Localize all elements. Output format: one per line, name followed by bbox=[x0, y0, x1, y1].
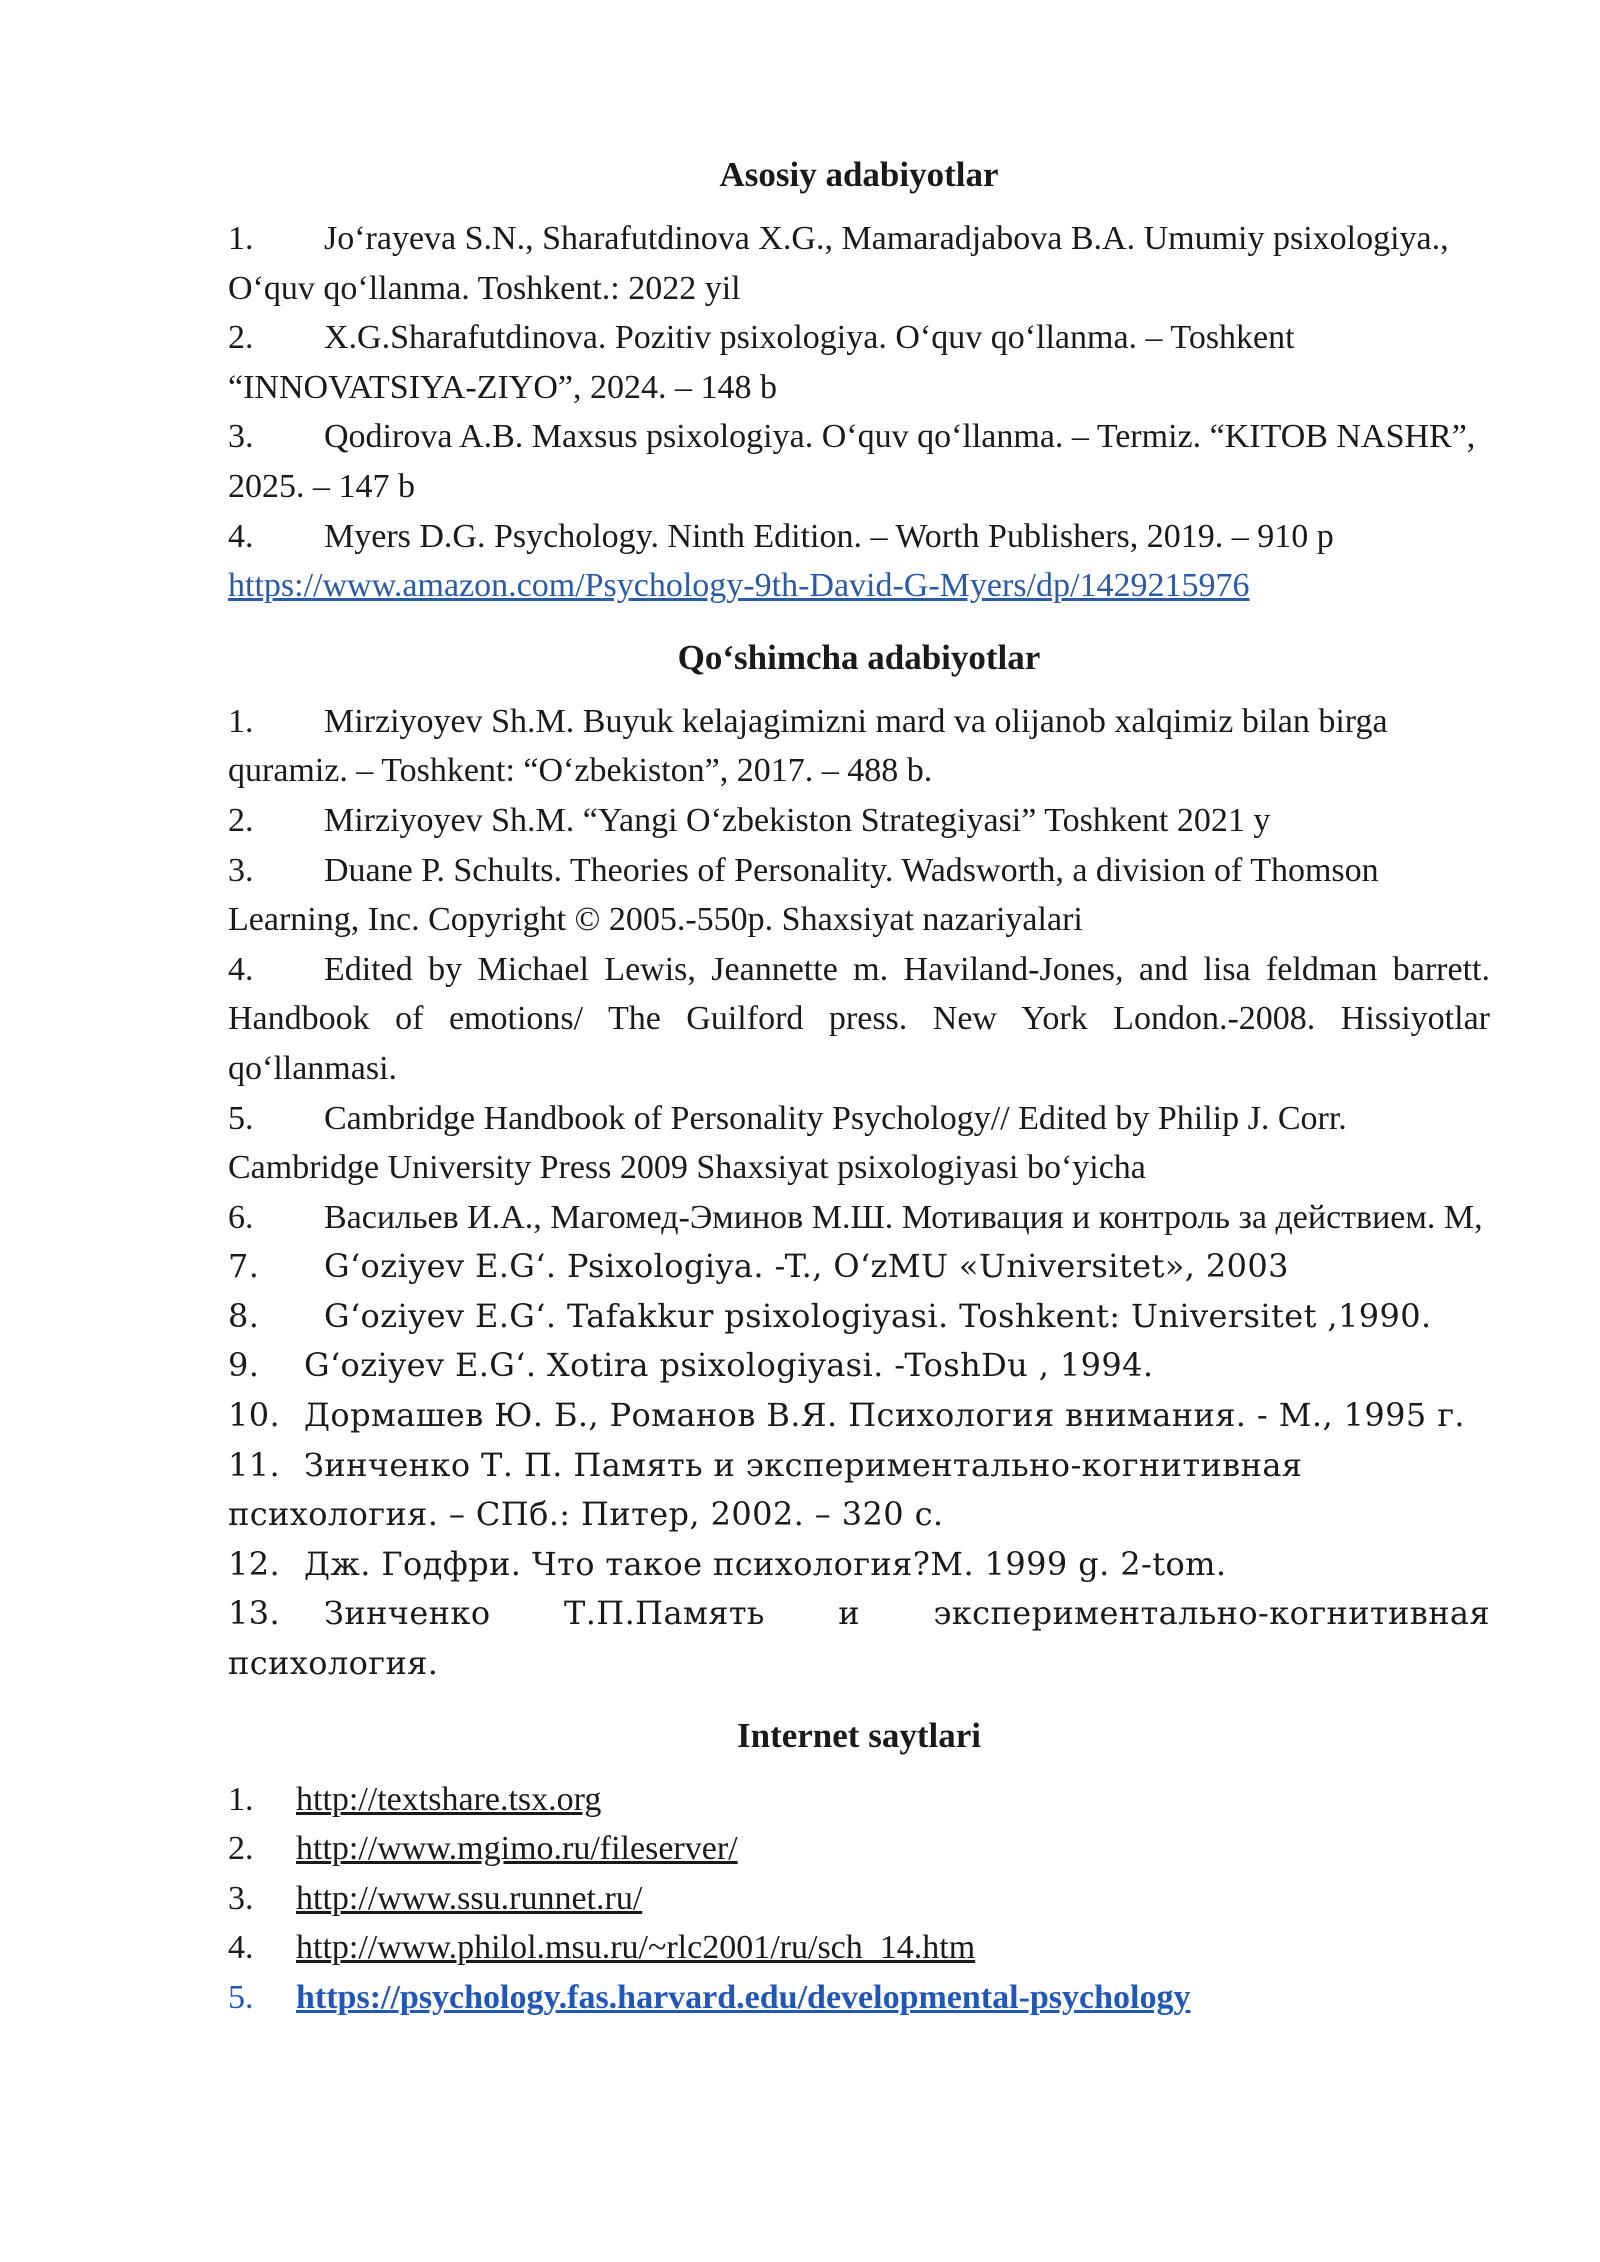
item-number: 4. bbox=[228, 950, 254, 988]
item-text: G‘oziyev E.G‘. Tafakkur psixologiyasi. Toshkent: Universitet ,1990. bbox=[324, 1296, 1432, 1335]
item-text: Qodirova A.B. Maxsus psixologiya. O‘quv qo‘llanma. – Termiz. “KITOB NASHR”, 2025. – 147 b bbox=[228, 418, 1476, 505]
item-number: 1. bbox=[228, 702, 254, 740]
item-number: 8. bbox=[228, 1296, 260, 1335]
item-text: Дж. Годфри. Что такое психология?М. 1999 g. 2-tom. bbox=[304, 1544, 1227, 1583]
site-link[interactable]: http://www.ssu.runnet.ru/ bbox=[296, 1879, 643, 1917]
item-text: Mirziyoyev Sh.M. Buyuk kelajagimizni mard va olijanob xalqimiz bilan birga quramiz. – Toshkent: “O‘zbekiston”, 2017. – 488 b. bbox=[228, 702, 1388, 790]
item-number: 11. bbox=[228, 1445, 281, 1484]
internet-site-item bbox=[228, 1874, 1490, 1924]
additional-literature-list bbox=[228, 697, 1490, 1689]
additional-literature-item bbox=[228, 1391, 1490, 1441]
site-link[interactable]: http://textshare.tsx.org bbox=[296, 1780, 602, 1818]
main-literature-item bbox=[228, 214, 1490, 313]
additional-literature-item bbox=[228, 1242, 1490, 1292]
item-number: 6. bbox=[228, 1198, 254, 1236]
main-literature-item bbox=[228, 412, 1490, 511]
item-text: Зинченко Т.П.Память и экспериментально-когнитивная психология. bbox=[228, 1594, 1490, 1683]
item-number: 10. bbox=[228, 1396, 281, 1435]
internet-site-item bbox=[228, 1973, 1490, 2023]
main-literature-item bbox=[228, 313, 1490, 412]
additional-literature-item bbox=[228, 846, 1490, 945]
additional-literature-item bbox=[228, 1292, 1490, 1342]
item-number: 13. bbox=[228, 1594, 281, 1633]
additional-literature-item bbox=[228, 945, 1490, 1094]
item-number: 2. bbox=[228, 801, 254, 839]
item-text: G‘oziyev E.G‘. Psixologiya. -T., O‘zMU «Universitet», 2003 bbox=[324, 1247, 1289, 1286]
document-page bbox=[228, 150, 1490, 2023]
amazon-link[interactable]: https://www.amazon.com/Psychology-9th-David-G-Myers/dp/1429215976 bbox=[228, 567, 1250, 605]
item-number: 12. bbox=[228, 1544, 281, 1583]
internet-site-item bbox=[228, 1923, 1490, 1973]
item-text: Cambridge Handbook of Personality Psychology// Edited by Philip J. Corr. Cambridge University Press 2009 Shaxsiyat psixologiyasi bo‘yicha bbox=[228, 1099, 1347, 1187]
item-number: 1. bbox=[228, 220, 254, 257]
item-number: 2. bbox=[228, 319, 254, 357]
item-text: G‘oziyev E.G‘. Xotira psixologiyasi. -ToshDu , 1994. bbox=[304, 1346, 1154, 1385]
item-number: 5. bbox=[228, 1979, 254, 2016]
item-number: 4. bbox=[228, 517, 254, 555]
item-text: Jo‘rayeva S.N., Sharafutdinova X.G., Mamaradjabova B.A. Umumiy psixologiya., O‘quv qo‘llanma. Toshkent.: 2022 yil bbox=[228, 220, 1449, 307]
item-number: 2. bbox=[228, 1830, 254, 1868]
item-number: 9. bbox=[228, 1346, 260, 1385]
internet-sites-heading: Internet saytlari bbox=[737, 1715, 981, 1755]
additional-literature-heading: Qo‘shimcha adabiyotlar bbox=[677, 637, 1041, 677]
item-number: 4. bbox=[228, 1929, 254, 1967]
additional-literature-item bbox=[228, 1589, 1490, 1688]
site-link[interactable]: http://www.mgimo.ru/fileserver/ bbox=[296, 1830, 738, 1868]
item-text: Edited by Michael Lewis, Jeannette m. Haviland-Jones, and lisa feldman barrett. Handbook of emotions/ The Guilford press. New York London.-2008. Hissiyotlar qo‘llanmasi. bbox=[228, 950, 1490, 1087]
internet-sites-list bbox=[228, 1775, 1490, 2023]
additional-literature-item bbox=[228, 1193, 1490, 1243]
item-number: 3. bbox=[228, 1879, 254, 1917]
item-text: X.G.Sharafutdinova. Pozitiv psixologiya. O‘quv qo‘llanma. – Toshkent “INNOVATSIYA-ZIYO”, 2024. – 148 b bbox=[228, 319, 1295, 406]
site-link[interactable]: http://www.philol.msu.ru/~rlc2001/ru/sch_14.htm bbox=[296, 1929, 976, 1967]
item-text: Васильев И.А., Магомед-Эминов М.Ш. Мотивация и контроль за действием. М, bbox=[324, 1198, 1483, 1236]
site-link[interactable]: https://psychology.fas.harvard.edu/developmental-psychology bbox=[296, 1979, 1191, 2016]
item-text: Дормашев Ю. Б., Романов В.Я. Психология внимания. - М., 1995 г. bbox=[304, 1396, 1465, 1435]
item-text: Myers D.G. Psychology. Ninth Edition. – Worth Publishers, 2019. – 910 p bbox=[324, 517, 1334, 555]
additional-literature-item bbox=[228, 697, 1490, 796]
main-literature-item bbox=[228, 512, 1490, 611]
item-text: Duane P. Schults. Theories of Personality. Wadsworth, a division of Thomson Learning, Inc. Copyright © 2005.-550p. Shaxsiyat nazariyalari bbox=[228, 851, 1379, 939]
item-number: 1. bbox=[228, 1780, 254, 1818]
main-literature-heading: Asosiy adabiyotlar bbox=[719, 155, 999, 194]
additional-literature-item bbox=[228, 1441, 1490, 1540]
main-literature-list bbox=[228, 214, 1490, 611]
additional-literature-item bbox=[228, 1341, 1490, 1391]
additional-literature-item bbox=[228, 1094, 1490, 1193]
item-text: Mirziyoyev Sh.M. “Yangi O‘zbekiston Strategiyasi” Toshkent 2021 y bbox=[324, 801, 1271, 839]
additional-literature-item bbox=[228, 1540, 1490, 1590]
internet-site-item bbox=[228, 1824, 1490, 1874]
item-number: 3. bbox=[228, 851, 254, 889]
internet-site-item bbox=[228, 1775, 1490, 1825]
item-text: Зинченко Т. П. Память и экспериментально-когнитивная психология. – СПб.: Питер, 2002. – 320 с. bbox=[228, 1445, 1303, 1534]
item-number: 7. bbox=[228, 1247, 260, 1286]
additional-literature-item bbox=[228, 796, 1490, 846]
item-number: 5. bbox=[228, 1099, 254, 1137]
item-number: 3. bbox=[228, 418, 254, 456]
